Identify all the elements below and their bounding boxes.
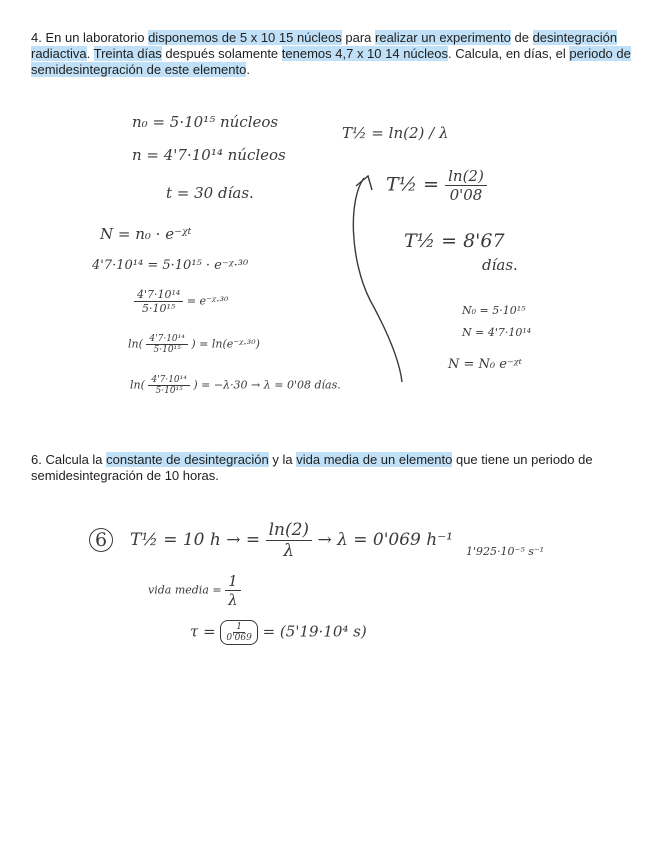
question-4-text (31, 30, 631, 78)
q4-ratio-equation (134, 288, 228, 315)
q6-decay-fraction (266, 520, 312, 561)
question-text: para (341, 30, 376, 45)
q4-ratio-numerator: 4'7·10¹⁴ (134, 288, 183, 302)
q4-final-denominator: 5·10¹⁵ (155, 386, 183, 396)
q4-final-fraction (148, 375, 189, 396)
highlighted-text: periodo de semidesintegración de este elemento (31, 46, 631, 77)
q4-t-line: t = 30 días. (166, 184, 254, 202)
highlighted-text: tenemos 4,7 x 10 14 núcleos (281, 46, 449, 61)
q4-ratio-denominator: 5·10¹⁵ (142, 302, 176, 315)
q6-tau-numerator: 1 (233, 622, 245, 633)
highlighted-text: realizar un experimento (375, 30, 511, 45)
q6-tau-fraction (220, 620, 257, 645)
q4-half-life-numerator: ln(2) (445, 167, 487, 186)
q6-mean-life-fraction (225, 572, 241, 609)
q4-half-life-formula: T½ = ln(2) / λ (342, 124, 449, 142)
question-text: 6. Calcula la (31, 452, 107, 467)
highlighted-text: constante de desintegración (106, 452, 269, 467)
q4-final-numerator: 4'7·10¹⁴ (148, 375, 189, 386)
q4-half-life-label: T½ = (386, 173, 440, 196)
q4-half-life-substitution (386, 167, 487, 204)
question-6-text (31, 452, 631, 484)
question-text: de (510, 30, 533, 45)
highlighted-text: vida media de un elemento (296, 452, 453, 467)
question-text: 4. En un laboratorio (31, 30, 149, 45)
question-text: y la (268, 452, 297, 467)
q4-final-equation (130, 375, 341, 396)
q4-n-line: n = 4'7·10¹⁴ núcleos (132, 146, 286, 164)
q6-half-life-given: T½ = 10 h → = (130, 530, 261, 550)
q4-ratio-rhs: = e⁻ᵡ·³⁰ (186, 294, 229, 308)
q4-final-lhs: ln( (130, 378, 145, 392)
q4-n0-line: n₀ = 5·10¹⁵ núcleos (132, 113, 279, 131)
q6-decay-numerator: ln(2) (266, 520, 312, 541)
q4-ln-numerator: 4'7·10¹⁴ (146, 334, 187, 345)
q4-half-life-denominator: 0'08 (449, 186, 483, 204)
q6-decay-result: → λ = 0'069 h⁻¹ (317, 530, 453, 550)
q6-mean-life-denominator: λ (228, 591, 238, 609)
q4-ln-equation (128, 334, 260, 355)
q4-ln-fraction (146, 334, 187, 355)
q6-tau-lhs: τ = (190, 622, 216, 641)
q6-half-life-line (130, 520, 453, 561)
highlighted-text: Treinta días (93, 46, 162, 61)
q6-tau-denominator: 0'069 (226, 633, 252, 643)
q4-side-n: N = 4'7·10¹⁴ (462, 326, 532, 339)
q4-decay-law: N = n₀ · e⁻ᵡᵗ (100, 225, 192, 243)
q4-half-life-unit: días. (482, 256, 518, 274)
q6-tau-line (190, 620, 367, 645)
q4-substitution: 4'7·10¹⁴ = 5·10¹⁵ · e⁻ᵡ·³⁰ (92, 258, 249, 273)
q6-mean-life-numerator: 1 (225, 572, 241, 591)
q4-ln-rhs: ) = ln(e⁻ᵡ·³⁰) (191, 337, 260, 351)
q6-decay-denominator: λ (283, 541, 295, 561)
q4-ratio-fraction (134, 288, 183, 315)
question-text: . (246, 62, 250, 77)
question-text: después solamente (161, 46, 282, 61)
question-text: . Calcula, en días, el (448, 46, 570, 61)
q4-side-law: N = N₀ e⁻ᵡᵗ (448, 357, 522, 372)
q4-ln-denominator: 5·10¹⁵ (153, 345, 181, 355)
q6-circled-number: 6 (89, 528, 113, 552)
q4-big-bracket (353, 178, 402, 382)
highlighted-text: desintegración radiactiva (31, 30, 618, 61)
q4-half-life-fraction (445, 167, 487, 204)
q4-final-rhs: ) = −λ·30 → λ = 0'08 días. (193, 378, 341, 392)
q6-mean-life-label: vida media = (148, 583, 222, 597)
q4-bracket-arrow (356, 176, 372, 190)
q4-ln-lhs: ln( (128, 337, 143, 351)
q4-side-n0: N₀ = 5·10¹⁵ (462, 304, 526, 317)
q6-tau-rhs: = (5'19·10⁴ s) (262, 622, 367, 641)
highlighted-text: disponemos de 5 x 10 15 núcleos (148, 30, 342, 45)
q4-half-life-result: T½ = 8'67 (404, 230, 505, 252)
q6-decay-si: 1'925·10⁻⁵ s⁻¹ (466, 545, 545, 558)
question-text: que tiene un periodo de semidesintegración de 10 horas. (31, 452, 593, 483)
q6-mean-life-line (148, 572, 241, 609)
question-text: . (86, 46, 94, 61)
